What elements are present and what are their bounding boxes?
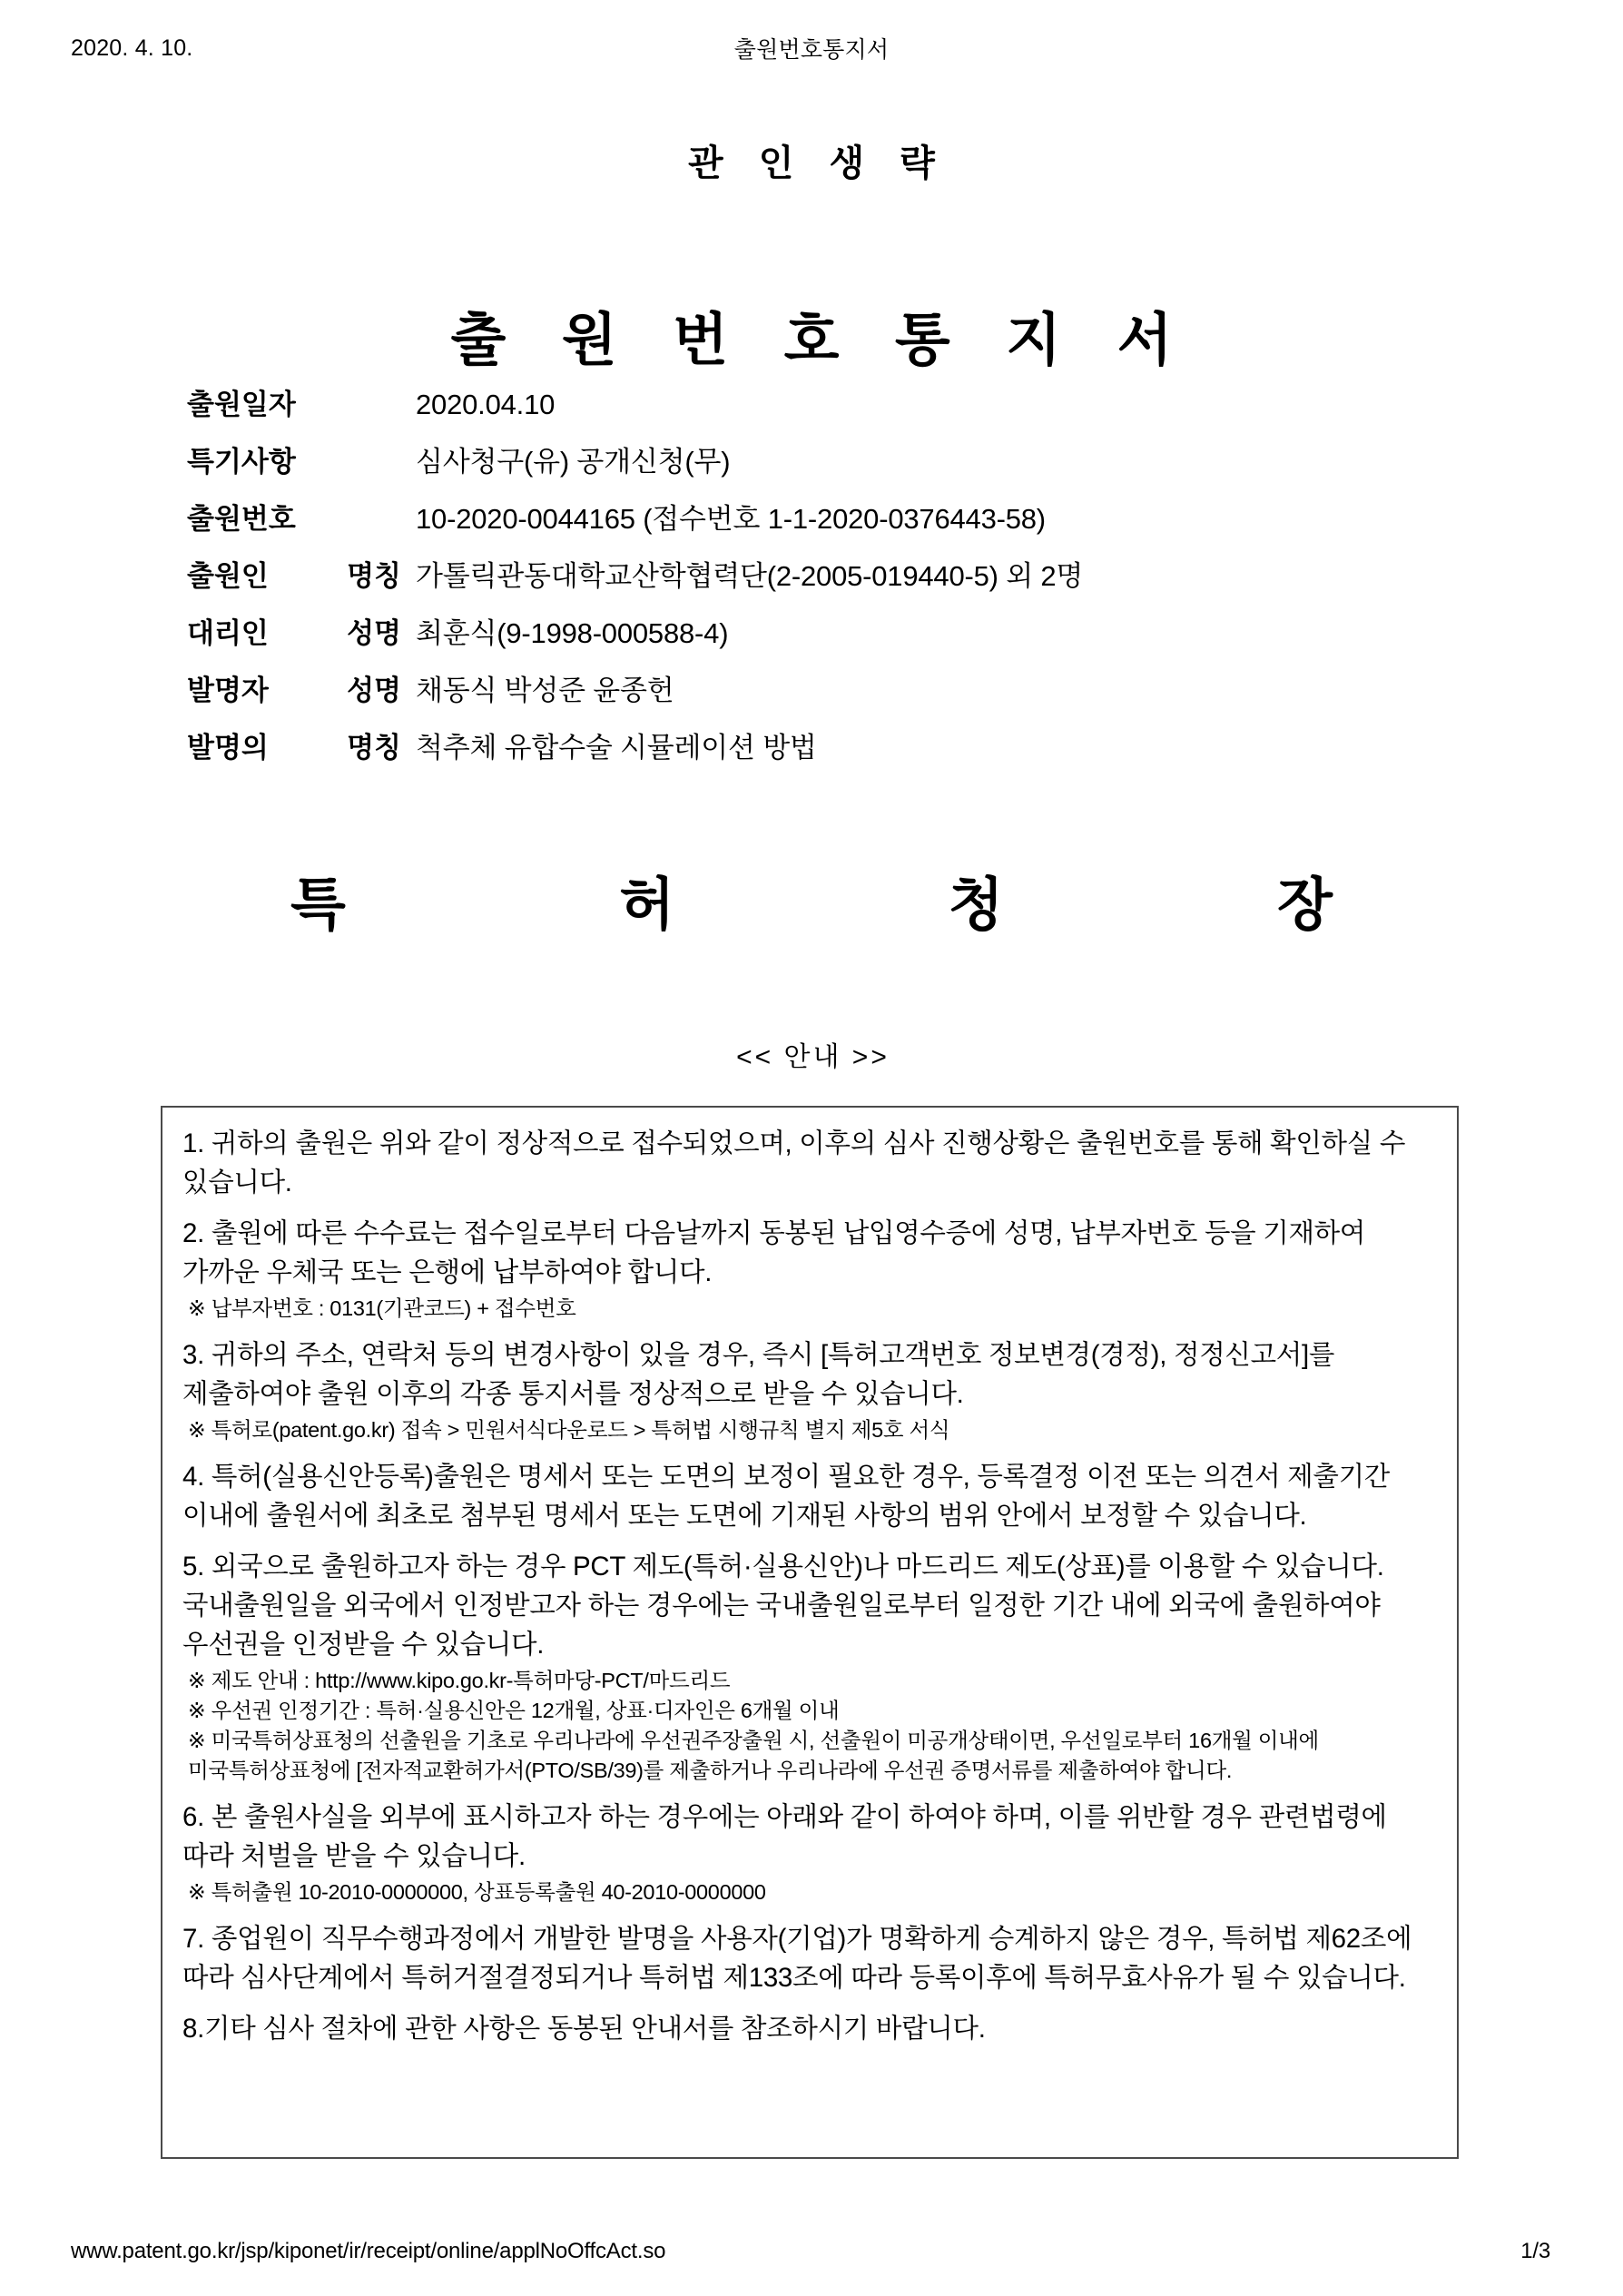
field-row-invention-title [187,724,1494,782]
guide-item-text: 5. 외국으로 출원하고자 하는 경우 PCT 제도(특허·실용신안)나 마드리드 제도(상표)를 이용할 수 있습니다. 국내출원일을 외국에서 인정받고자 하는 경우에는 국내출원일로부터 일정한 기간 내에 외국에 출원하여야 우선권을 인정받을 수 있습니다. [182,1552,1384,1660]
guide-item-notes [182,1294,1437,1324]
guide-item [182,1798,1437,1907]
field-label: 발명자 성명 [187,675,401,706]
field-row-application-number [187,496,1494,553]
field-row-special-notes [187,439,1494,496]
field-value: 심사청구(유) 공개신청(무) [416,446,731,478]
guide-item-notes [182,1877,1437,1907]
seal-omitted-notice: 관 인 생 략 [688,143,948,183]
field-value: 2020.04.10 [416,389,556,420]
guide-section-heading: << 안내 >> [736,1042,890,1072]
field-label: 출원인 명칭 [187,560,401,592]
guide-item [182,1919,1437,1997]
guide-item-text: 6. 본 출원사실을 외부에 표시하고자 하는 경우에는 아래와 같이 하여야 하며, 이를 위반할 경우 관련법령에 따라 처벌을 받을 수 있습니다. [182,1802,1387,1871]
guide-item-text: 3. 귀하의 주소, 연락처 등의 변경사항이 있을 경우, 즉시 [특허고객번호 정보변경(경정), 정정신고서]를 제출하여야 출원 이후의 각종 통지서를 정상적으로 받을 수 있습니다. [182,1340,1335,1409]
field-row-agent-name [187,610,1494,667]
guide-item-text: 4. 특허(실용신안등록)출원은 명세서 또는 도면의 보정이 필요한 경우, 등록결정 이전 또는 의견서 제출기간 이내에 출원서에 최초로 첨부된 명세서 또는 도면에 기재된 사항의 범위 안에서 보정할 수 있습니다. [182,1462,1390,1531]
field-label: 특기사항 [187,446,296,478]
field-label: 출원번호 [187,503,296,535]
commissioner-signature-line: 특 허 청 장 [290,873,1461,937]
guide-item [182,1214,1437,1324]
field-label: 출원일자 [187,389,296,420]
guide-item [182,1124,1437,1202]
field-value: 채동식 박성준 윤종헌 [416,675,674,706]
guide-note: ※ 특허로(patent.go.kr) 접속 > 민원서식다운로드 > 특허법 시행규칙 별지 제5호 서식 [188,1418,950,1442]
field-label: 대리인 성명 [187,617,401,649]
guide-item-text: 2. 출원에 따른 수수료는 접수일로부터 다음날까지 동봉된 납입영수증에 성명, 납부자번호 등을 기재하여 가까운 우체국 또는 은행에 납부하여야 합니다. [182,1218,1366,1287]
guide-item-text: 8.기타 심사 절차에 관한 사항은 동봉된 안내서를 참조하시기 바랍니다. [182,2014,986,2044]
guide-item [182,1335,1437,1445]
page-title: 출 원 번 호 통 지 서 [450,309,1193,373]
field-row-applicant-name [187,553,1494,610]
guide-note: ※ 우선권 인정기간 : 특허·실용신안은 12개월, 상표·디자인은 6개월 이내 [188,1699,840,1722]
guide-item-notes [182,1415,1437,1445]
field-row-filing-date [187,381,1494,439]
guide-item-notes [182,1666,1437,1786]
guide-item [182,1457,1437,1535]
page-footer [0,2239,1623,2275]
page-header [0,27,1623,69]
header-document-name: 출원번호통지서 [733,37,890,63]
guide-item [182,2009,1437,2048]
field-value: 10-2020-0044165 (접수번호 1-1-2020-0376443-58) [416,503,1046,535]
guide-note: ※ 제도 안내 : http://www.kipo.go.kr-특허마당-PCT/마드리드 [188,1669,731,1692]
guide-item [182,1547,1437,1786]
field-value: 척추체 유합수술 시뮬레이션 방법 [416,732,817,764]
guide-note: ※ 미국특허상표청의 선출원을 기초로 우리나라에 우선권주장출원 시, 선출원이 미공개상태이면, 우선일로부터 16개월 이내에 미국특허상표청에 [전자적교환허가서(PTO/SB/39)를 제출하거나 우리나라에 우선권 증명서류를 제출하여야 합니다. [188,1729,1319,1782]
field-value: 최훈식(9-1998-000588-4) [416,617,729,649]
header-date: 2020. 4. 10. [71,34,193,61]
field-value: 가톨릭관동대학교산학협력단(2-2005-019440-5) 외 2명 [416,560,1084,592]
footer-url: www.patent.go.kr/jsp/kiponet/ir/receipt/online/applNoOffcAct.so [71,2239,666,2263]
guide-item-text: 7. 종업원이 직무수행과정에서 개발한 발명을 사용자(기업)가 명확하게 승계하지 않은 경우, 특허법 제62조에 따라 심사단계에서 특허거절결정되거나 특허법 제133조에 따라 등록이후에 특허무효사유가 될 수 있습니다. [182,1924,1412,1993]
field-row-inventor-name [187,667,1494,724]
guide-box [161,1106,1459,2159]
footer-page-number: 1/3 [1520,2239,1550,2263]
application-fields [187,381,1494,782]
guide-item-text: 1. 귀하의 출원은 위와 같이 정상적으로 접수되었으며, 이후의 심사 진행상황은 출원번호를 통해 확인하실 수 있습니다. [182,1128,1406,1197]
guide-note: ※ 특허출원 10-2010-0000000, 상표등록출원 40-2010-0000000 [188,1880,766,1904]
field-label: 발명의 명칭 [187,732,401,764]
guide-note: ※ 납부자번호 : 0131(기관코드) + 접수번호 [188,1296,576,1320]
